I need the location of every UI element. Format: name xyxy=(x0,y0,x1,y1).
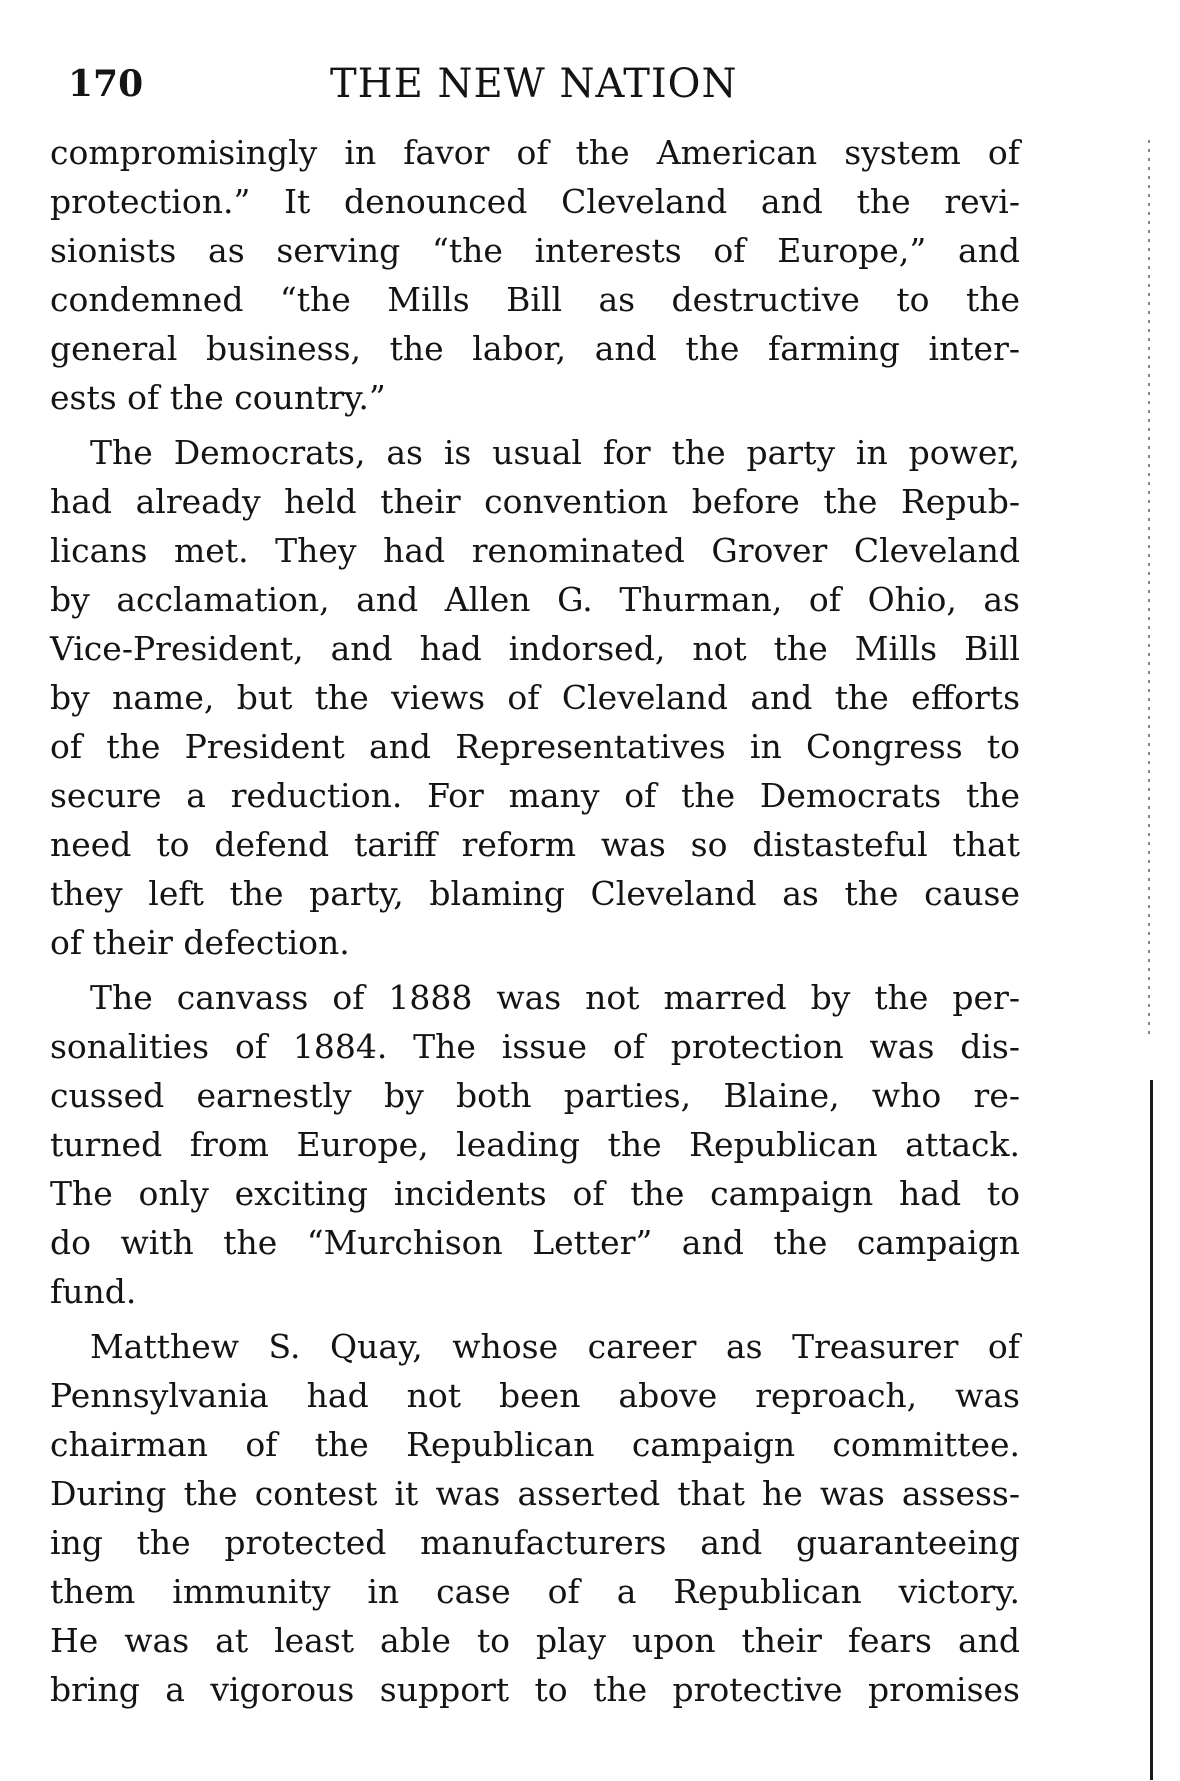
text-line: need to defend tariff reform was so distasteful that xyxy=(50,825,1020,864)
text-line: by acclamation, and Allen G. Thurman, of Ohio, as xyxy=(50,580,1020,619)
paragraph-2 xyxy=(50,428,1020,967)
text-line: had already held their convention before the Repub- xyxy=(50,482,1020,521)
text-line: bring a vigorous support to the protective promises xyxy=(50,1670,1020,1709)
text-line: During the contest it was asserted that he was assess- xyxy=(50,1474,1020,1513)
paragraph-4 xyxy=(50,1322,1020,1714)
text-line: The Democrats, as is usual for the party in power, xyxy=(90,433,1020,472)
text-line: chairman of the Republican campaign committee. xyxy=(50,1425,1020,1464)
paragraph-3 xyxy=(50,973,1020,1316)
text-line: secure a reduction. For many of the Democrats the xyxy=(50,776,1020,815)
page-header xyxy=(68,54,1028,114)
page-number: 170 xyxy=(68,63,144,105)
text-line: do with the “Murchison Letter” and the campaign xyxy=(50,1223,1020,1262)
text-line: He was at least able to play upon their fears and xyxy=(50,1621,1020,1660)
text-line: compromisingly in favor of the American system of xyxy=(50,133,1020,172)
text-line: ests of the country.” xyxy=(50,378,386,417)
body-text xyxy=(50,128,1020,1720)
text-line: by name, but the views of Cleveland and the efforts xyxy=(50,678,1020,717)
text-line: Pennsylvania had not been above reproach, was xyxy=(50,1376,1020,1415)
text-line: of their defection. xyxy=(50,923,350,962)
text-line: fund. xyxy=(50,1272,137,1311)
text-line: general business, the labor, and the farming inter- xyxy=(50,329,1020,368)
text-line: turned from Europe, leading the Republican attack. xyxy=(50,1125,1020,1164)
text-line: they left the party, blaming Cleveland as the cause xyxy=(50,874,1020,913)
page-edge-shadow xyxy=(1148,140,1150,1040)
text-line: The only exciting incidents of the campaign had to xyxy=(50,1174,1020,1213)
text-line: condemned “the Mills Bill as destructive to the xyxy=(50,280,1020,319)
text-line: licans met. They had renominated Grover Cleveland xyxy=(50,531,1020,570)
text-line: them immunity in case of a Republican victory. xyxy=(50,1572,1020,1611)
running-title: THE NEW NATION xyxy=(330,61,738,107)
page-edge-rule xyxy=(1150,1080,1153,1780)
text-line: protection.” It denounced Cleveland and the revi- xyxy=(50,182,1020,221)
text-line: ing the protected manufacturers and guaranteeing xyxy=(50,1523,1020,1562)
text-line: Matthew S. Quay, whose career as Treasurer of xyxy=(90,1327,1020,1366)
text-line: sonalities of 1884. The issue of protection was dis- xyxy=(50,1027,1020,1066)
text-line: of the President and Representatives in Congress to xyxy=(50,727,1020,766)
text-line: cussed earnestly by both parties, Blaine, who re- xyxy=(50,1076,1020,1115)
paragraph-1 xyxy=(50,128,1020,422)
text-line: sionists as serving “the interests of Europe,” and xyxy=(50,231,1020,270)
text-line: The canvass of 1888 was not marred by the per- xyxy=(90,978,1020,1017)
text-line: Vice-President, and had indorsed, not the Mills Bill xyxy=(50,629,1020,668)
